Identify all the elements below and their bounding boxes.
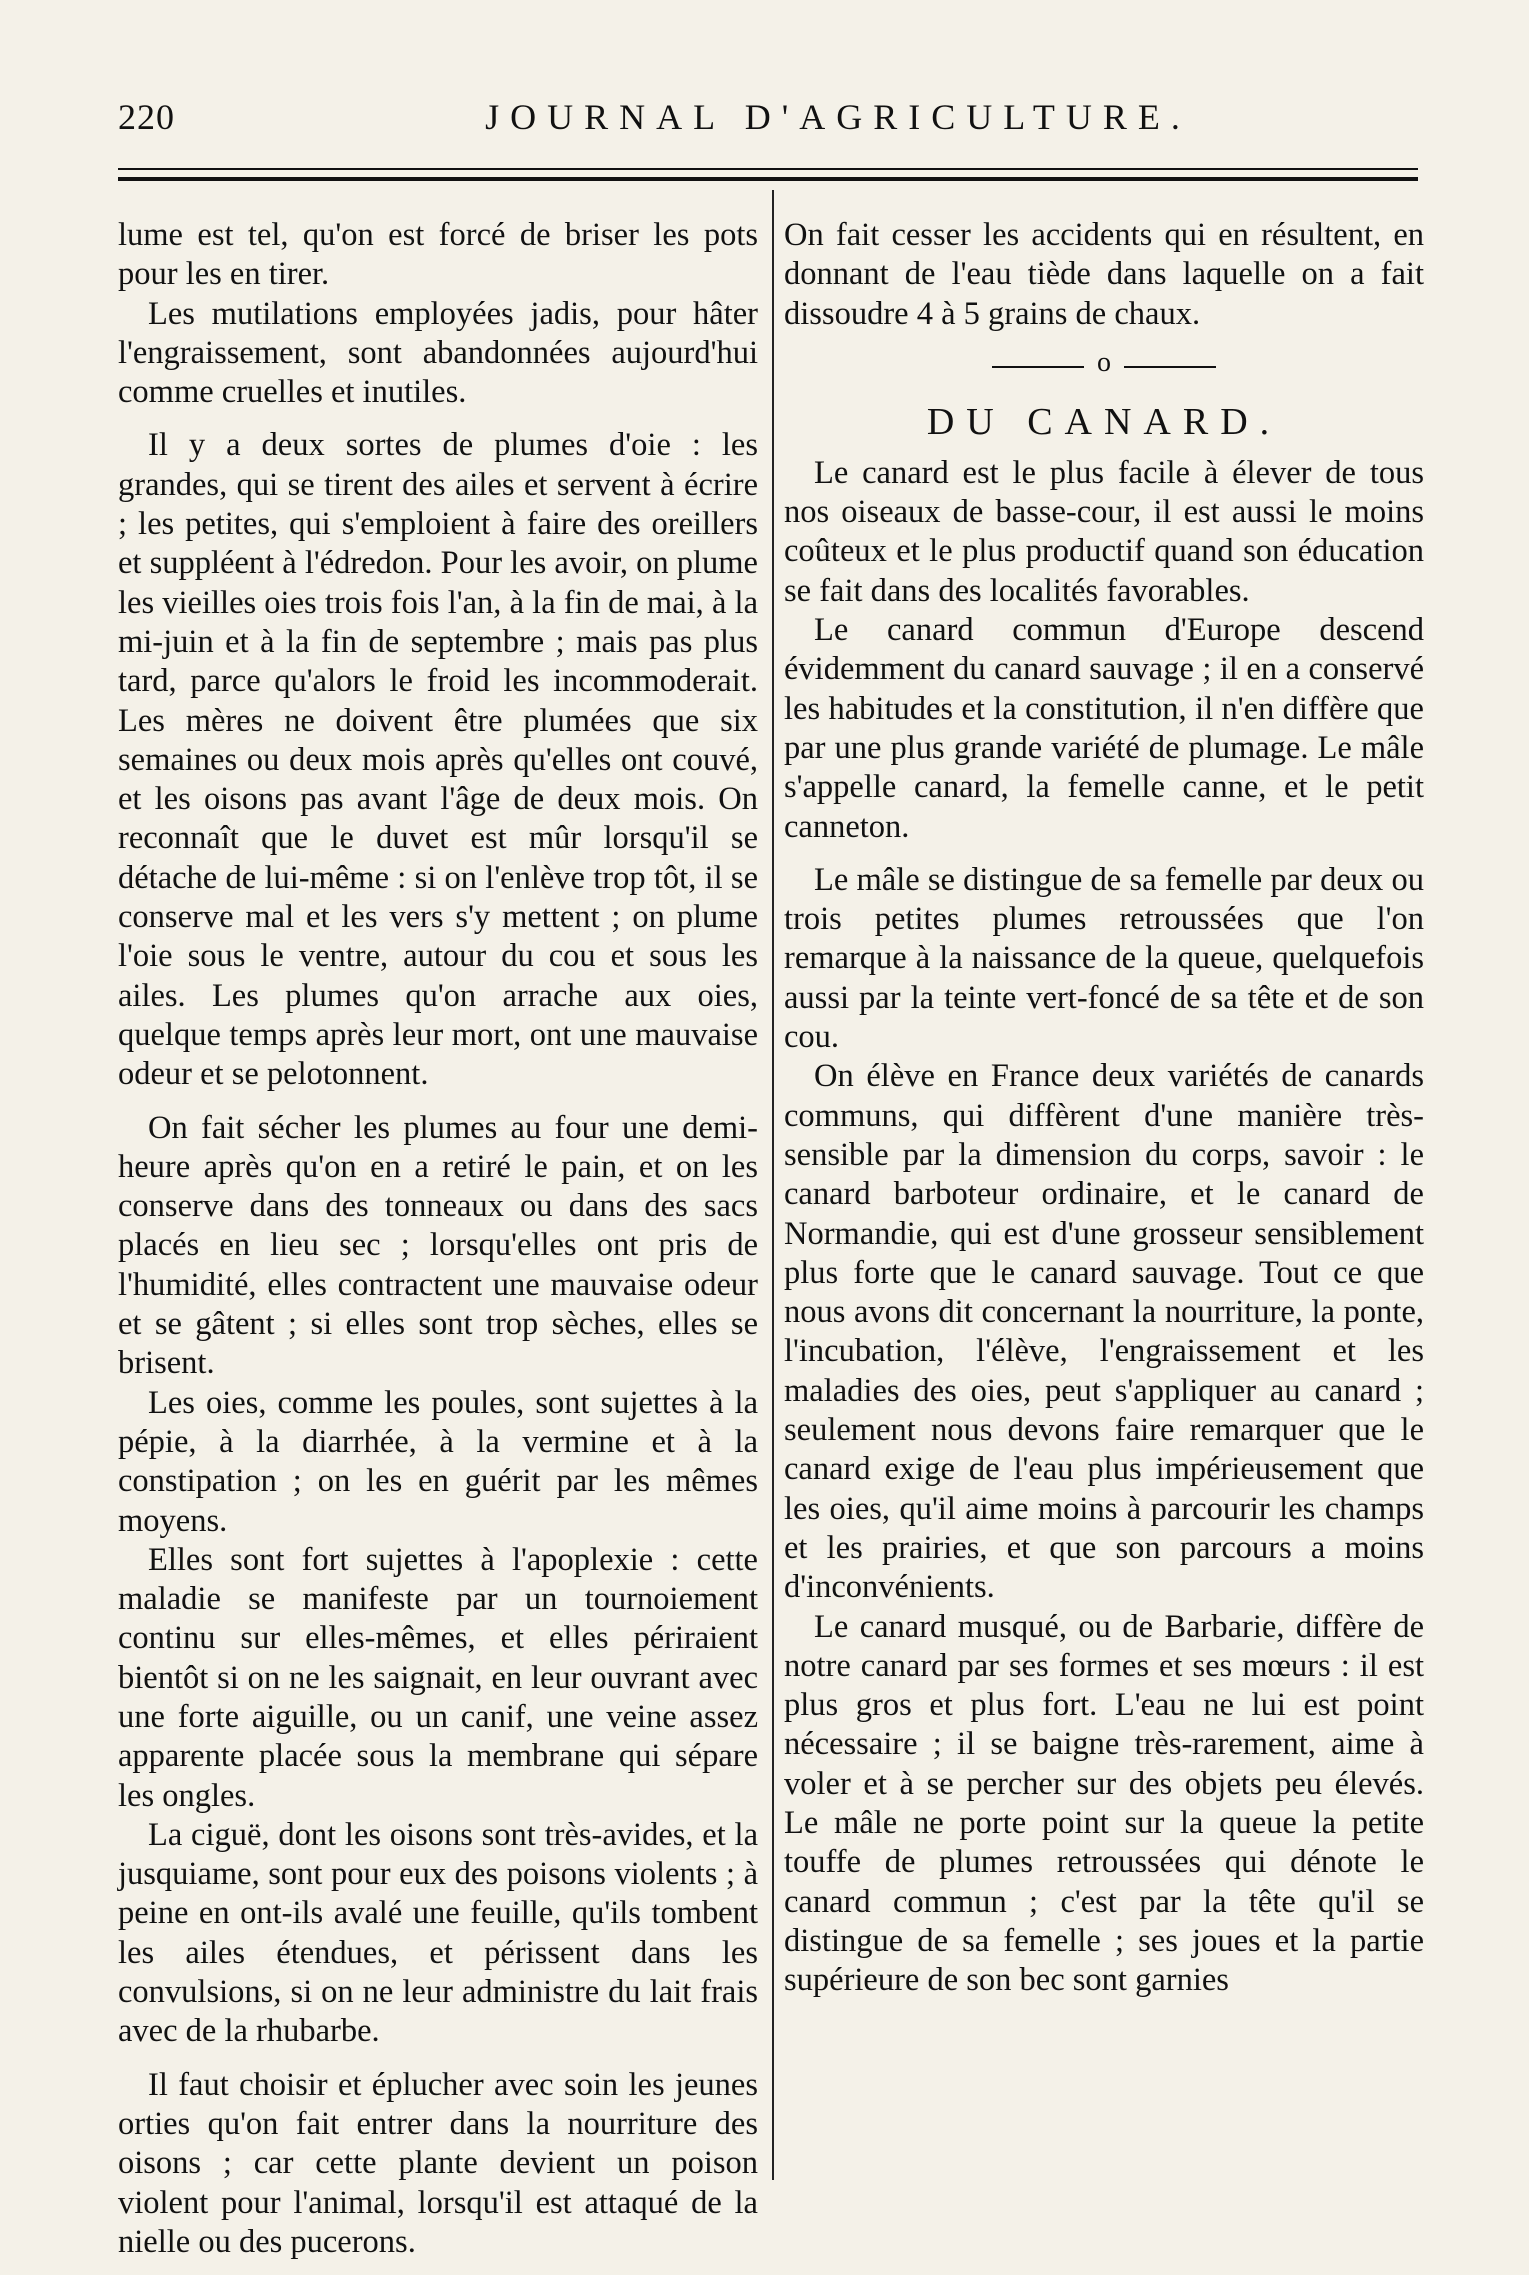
page-header <box>118 96 1418 146</box>
paragraph: lume est tel, qu'on est forcé de briser les pots pour les en tirer. <box>118 217 758 293</box>
paragraph: Les oies, comme les poules, sont sujettes à la pépie, à la diarrhée, à la vermine et à la constipation ; on les en guérit par les mêmes moyens. <box>118 1384 758 1539</box>
paragraph: La ciguë, dont les oisons sont très-avides, et la jusquiame, sont pour eux des poisons violents ; à peine en ont-ils avalé une feuille, qu'ils tombent les ailes étendues, et périssent dans les convulsions, si on ne leur administre du lait frais avec de la rhubarbe. <box>118 1816 758 2050</box>
paragraph: Le canard est le plus facile à élever de tous nos oiseaux de basse-cour, il est aussi le moins coûteux et le plus productif quand son éducation se fait dans des localités favorables. <box>784 454 1424 609</box>
header-rule-thick <box>118 177 1418 181</box>
section-title: DU CANARD. <box>926 400 1282 443</box>
paragraph: Elles sont fort sujettes à l'apoplexie : cette maladie se manifeste par un tournoiement continu sur elles-mêmes, et elles périraient bientôt si on ne les saignait, en leur ouvrant avec une forte aiguille, ou un canif, une veine assez apparente placée sous la membrane qui sépare les ongles. <box>118 1541 758 1814</box>
paragraph: On fait sécher les plumes au four une demi-heure après qu'on en a retiré le pain, et on les conserve dans des tonneaux ou dans des sacs placés en lieu sec ; lorsqu'elles ont pris de l'humidité, elles contractent une mauvaise odeur et se gâtent ; si elles sont trop sèches, elles se brisent. <box>118 1109 758 1382</box>
paragraph: On élève en France deux variétés de canards communs, qui diffèrent d'une manière très-sensible par la dimension du corps, savoir : le canard barboteur ordinaire, et le canard de Normandie, qui est d'une grosseur sensiblement plus forte que le canard sauvage. Tout ce que nous avons dit concernant la nourriture, la ponte, l'incubation, l'élève, l'engraissement et les maladies des oies, peut s'appliquer au canard ; seulement nous devons faire remarquer que le canard exige de l'eau plus impérieusement que les oies, qu'il aime moins à parcourir les champs et les prairies, et que son parcours a moins d'inconvénients. <box>784 1058 1424 1606</box>
separator-ornament: o <box>1084 347 1124 379</box>
page-number: 220 <box>118 97 175 137</box>
paragraph: Les mutilations employées jadis, pour hâter l'engraissement, sont abandonnées aujourd'hui comme cruelles et inutiles. <box>118 295 758 411</box>
right-column <box>784 216 1424 2000</box>
paragraph: Il faut choisir et éplucher avec soin les jeunes orties qu'on fait entrer dans la nourriture des oisons ; car cette plante devient un poison violent pour l'animal, lorsqu'il est attaqué de la nielle ou des pucerons. <box>118 2066 758 2260</box>
running-title: JOURNAL D'AGRICULTURE. <box>485 97 1191 137</box>
header-rule-thin <box>118 168 1418 170</box>
paragraph: Le canard musqué, ou de Barbarie, diffère de notre canard par ses formes et ses mœurs : il est plus gros et plus fort. L'eau ne lui est point nécessaire ; il se baigne très-rarement, aime à voler et à se percher sur des objets peu élevés. Le mâle ne porte point sur la queue la petite touffe de plumes retroussées qui dénote le canard commun ; c'est par la tête qu'il se distingue de sa femelle ; ses joues et la partie supérieure de son bec sont garnies <box>784 1608 1424 1999</box>
paragraph: Le canard commun d'Europe descend évidemment du canard sauvage ; il en a conservé les habitudes et la constitution, il n'en diffère que par une plus grande variété de plumage. Le mâle s'appelle canard, la femelle canne, et le petit canneton. <box>784 612 1424 845</box>
paragraph: Il y a deux sortes de plumes d'oie : les grandes, qui se tirent des ailes et servent à écrire ; les petites, qui s'emploient à faire des oreillers et suppléent à l'édredon. Pour les avoir, on plume les vieilles oies trois fois l'an, à la fin de mai, à la mi-juin et à la fin de septembre ; mais pas plus tard, parce qu'alors le froid les incommoderait. Les mères ne doivent être plumées que six semaines ou deux mois après qu'elles ont couvé, et les oisons pas avant l'âge de deux mois. On reconnaît que le duvet est mûr lorsqu'il se détache de lui-même : si on l'enlève trop tôt, il se conserve mal et les vers s'y mettent ; on plume l'oie sous le ventre, autour du cou et sous les ailes. Les plumes qu'on arrache aux oies, quelque temps après leur mort, ont une mauvaise odeur et se pelotonnent. <box>118 427 758 1093</box>
intro-paragraph: On fait cesser les accidents qui en résultent, en donnant de l'eau tiède dans laquelle on a fait dissoudre 4 à 5 grains de chaux. <box>784 217 1424 332</box>
paragraph: Le mâle se distingue de sa femelle par deux ou trois petites plumes retroussées que l'on remarque à la naissance de la queue, quelquefois aussi par la teinte vert-foncé de sa tête et de son cou. <box>784 861 1424 1056</box>
section-separator <box>784 344 1424 392</box>
left-column <box>118 216 758 2262</box>
column-divider <box>772 190 774 2180</box>
